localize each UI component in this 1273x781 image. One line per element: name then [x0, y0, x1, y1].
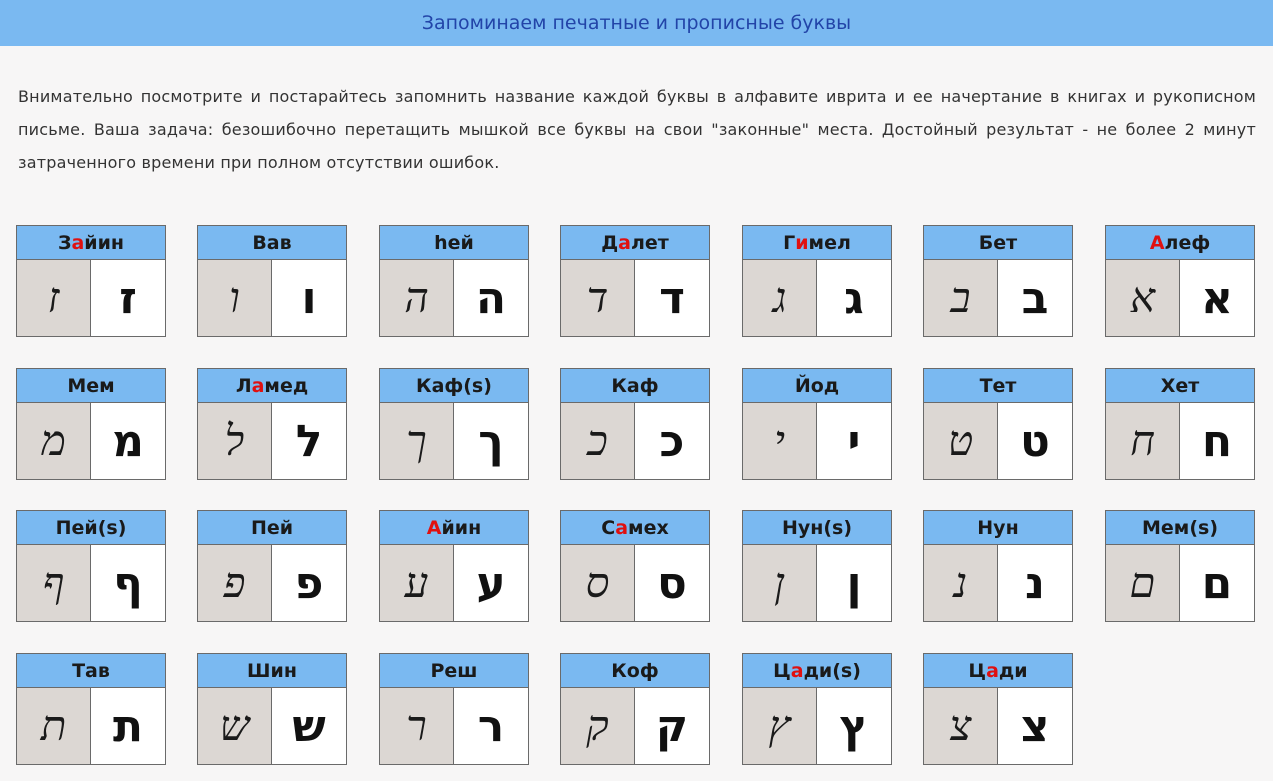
letter-card: [379, 510, 529, 622]
letter-card: [16, 225, 166, 337]
letter-card: [197, 510, 347, 622]
letter-name: Каф: [561, 369, 709, 403]
letter-name: Тав: [17, 654, 165, 688]
letter-name: Ц а ди: [924, 654, 1072, 688]
print-letter-tile[interactable]: נ: [998, 545, 1072, 621]
letter-card: [197, 653, 347, 765]
print-letter-tile[interactable]: ג: [817, 260, 891, 336]
letter-card: [742, 225, 892, 337]
letter-card: [379, 225, 529, 337]
print-letter-tile[interactable]: כ: [635, 403, 709, 479]
letter-name: hей: [380, 226, 528, 260]
script-letter-tile[interactable]: ט: [924, 403, 998, 479]
script-letter-tile[interactable]: ר: [380, 688, 454, 764]
print-letter-tile[interactable]: ץ: [817, 688, 891, 764]
letter-card: [16, 368, 166, 480]
letter-name: Д а лет: [561, 226, 709, 260]
letter-name: Тет: [924, 369, 1072, 403]
letter-card: [197, 225, 347, 337]
print-letter-tile[interactable]: א: [1180, 260, 1254, 336]
letter-card: [379, 368, 529, 480]
letter-name: Мем(s): [1106, 511, 1254, 545]
letter-card: [560, 510, 710, 622]
script-letter-tile[interactable]: ם: [1106, 545, 1180, 621]
print-letter-tile[interactable]: ש: [272, 688, 346, 764]
letter-name: Г и мел: [743, 226, 891, 260]
letter-name: Мем: [17, 369, 165, 403]
letter-name: Л а мед: [198, 369, 346, 403]
print-letter-tile[interactable]: ז: [91, 260, 165, 336]
letter-card: [923, 368, 1073, 480]
print-letter-tile[interactable]: ת: [91, 688, 165, 764]
print-letter-tile[interactable]: ר: [454, 688, 528, 764]
script-letter-tile[interactable]: ש: [198, 688, 272, 764]
letter-card: [1105, 225, 1255, 337]
letter-card: [923, 653, 1073, 765]
letter-card: [1105, 368, 1255, 480]
script-letter-tile[interactable]: ז: [17, 260, 91, 336]
letter-card: [16, 653, 166, 765]
script-letter-tile[interactable]: ף: [17, 545, 91, 621]
letter-name: Нун: [924, 511, 1072, 545]
page-title: Запоминаем печатные и прописные буквы: [421, 12, 852, 34]
script-letter-tile[interactable]: ד: [561, 260, 635, 336]
script-letter-tile[interactable]: ן: [743, 545, 817, 621]
letter-card: [923, 225, 1073, 337]
print-letter-tile[interactable]: ו: [272, 260, 346, 336]
script-letter-tile[interactable]: ע: [380, 545, 454, 621]
script-letter-tile[interactable]: ה: [380, 260, 454, 336]
script-letter-tile[interactable]: ת: [17, 688, 91, 764]
letter-name: Пей: [198, 511, 346, 545]
script-letter-tile[interactable]: צ: [924, 688, 998, 764]
letter-name: З а йин: [17, 226, 165, 260]
letter-name: Ц а ди(s): [743, 654, 891, 688]
letter-name: А йин: [380, 511, 528, 545]
letter-card: [197, 368, 347, 480]
print-letter-tile[interactable]: ל: [272, 403, 346, 479]
print-letter-tile[interactable]: ק: [635, 688, 709, 764]
print-letter-tile[interactable]: ך: [454, 403, 528, 479]
letter-name: Коф: [561, 654, 709, 688]
letter-name: Бет: [924, 226, 1072, 260]
print-letter-tile[interactable]: ם: [1180, 545, 1254, 621]
letter-name: Йод: [743, 369, 891, 403]
script-letter-tile[interactable]: כ: [561, 403, 635, 479]
letter-card: [923, 510, 1073, 622]
print-letter-tile[interactable]: ן: [817, 545, 891, 621]
letter-card: [379, 653, 529, 765]
letter-card: [560, 653, 710, 765]
letter-card: [742, 653, 892, 765]
print-letter-tile[interactable]: מ: [91, 403, 165, 479]
letter-name: Пей(s): [17, 511, 165, 545]
letter-card: [16, 510, 166, 622]
letter-card: [742, 510, 892, 622]
script-letter-tile[interactable]: פ: [198, 545, 272, 621]
print-letter-tile[interactable]: י: [817, 403, 891, 479]
letter-name: Шин: [198, 654, 346, 688]
letter-name: А леф: [1106, 226, 1254, 260]
instructions-text: Внимательно посмотрите и постарайтесь запомнить название каждой буквы в алфавите иврита и ее начертание в книгах и рукописном письме. Ваша задача: безошибочно перетащить мышкой все буквы на свои "законные" места. Достойный результат - не более 2 минут затраченного времени при полном отсутствии ошибок.: [18, 87, 1256, 172]
print-letter-tile[interactable]: ע: [454, 545, 528, 621]
letter-name: Хет: [1106, 369, 1254, 403]
script-letter-tile[interactable]: ק: [561, 688, 635, 764]
letter-name: Вав: [198, 226, 346, 260]
script-letter-tile[interactable]: ך: [380, 403, 454, 479]
letter-card: [560, 225, 710, 337]
print-letter-tile[interactable]: ח: [1180, 403, 1254, 479]
letter-card: [560, 368, 710, 480]
script-letter-tile[interactable]: י: [743, 403, 817, 479]
script-letter-tile[interactable]: ב: [924, 260, 998, 336]
print-letter-tile[interactable]: ט: [998, 403, 1072, 479]
print-letter-tile[interactable]: פ: [272, 545, 346, 621]
letter-name: Каф(s): [380, 369, 528, 403]
print-letter-tile[interactable]: ה: [454, 260, 528, 336]
letter-name: Нун(s): [743, 511, 891, 545]
print-letter-tile[interactable]: צ: [998, 688, 1072, 764]
page-header: [0, 0, 1273, 46]
print-letter-tile[interactable]: ד: [635, 260, 709, 336]
script-letter-tile[interactable]: ג: [743, 260, 817, 336]
script-letter-tile[interactable]: ץ: [743, 688, 817, 764]
script-letter-tile[interactable]: נ: [924, 545, 998, 621]
script-letter-tile[interactable]: ח: [1106, 403, 1180, 479]
letter-card: [1105, 510, 1255, 622]
script-letter-tile[interactable]: ו: [198, 260, 272, 336]
print-letter-tile[interactable]: ב: [998, 260, 1072, 336]
print-letter-tile[interactable]: ף: [91, 545, 165, 621]
script-letter-tile[interactable]: ל: [198, 403, 272, 479]
letter-name: Реш: [380, 654, 528, 688]
letter-name: С а мех: [561, 511, 709, 545]
print-letter-tile[interactable]: ס: [635, 545, 709, 621]
script-letter-tile[interactable]: א: [1106, 260, 1180, 336]
script-letter-tile[interactable]: ס: [561, 545, 635, 621]
letter-card: [742, 368, 892, 480]
script-letter-tile[interactable]: מ: [17, 403, 91, 479]
